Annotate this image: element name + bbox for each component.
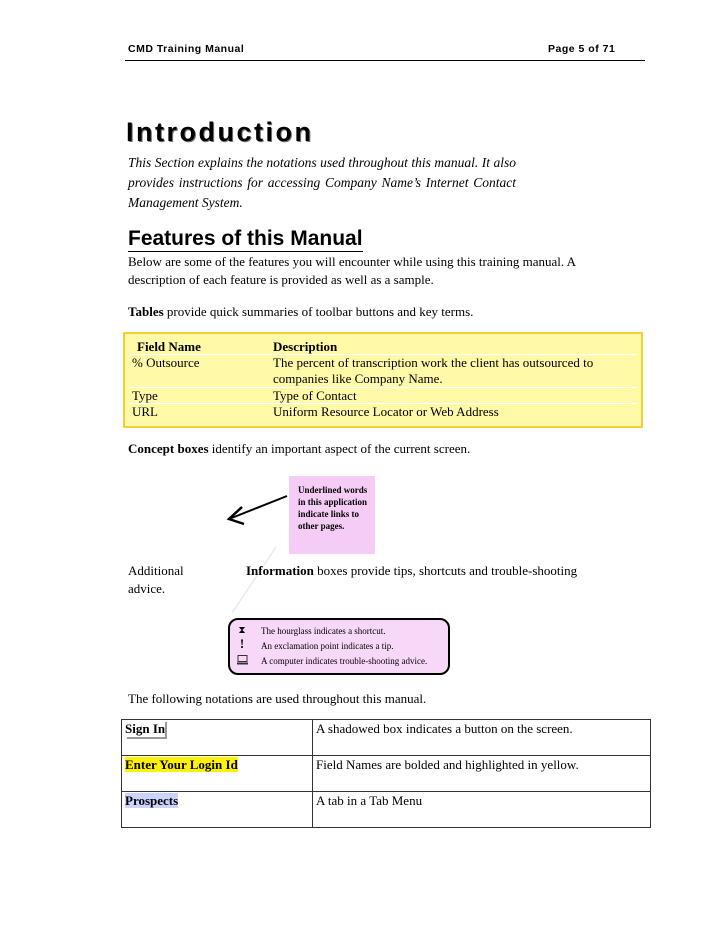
computer-icon (235, 655, 249, 669)
header-title: CMD Training Manual (128, 43, 245, 55)
info-item-text: An exclamation point indicates a tip. (261, 641, 394, 651)
field-table-header-description: Description (273, 339, 338, 354)
notation-term (122, 756, 313, 792)
tables-bold: Tables (128, 304, 164, 319)
intro-text: This Section explains the notations used throughout this manual. It also provides instructions for accessing Company Name’s Internet Contact Management System. (128, 155, 516, 210)
field-table-cell: The percent of transcription work the client has outsourced to companies like Company Name. (273, 355, 594, 386)
concept-description (128, 440, 470, 458)
field-table-cell: Type (132, 388, 158, 403)
hourglass-icon: ⧗ (238, 625, 246, 636)
info-box (228, 618, 450, 675)
field-table-cell: Type of Contact (273, 388, 357, 403)
sign-in-sample-button: Sign In (125, 721, 166, 736)
info-bold: Information (246, 563, 314, 578)
tables-description (128, 303, 473, 321)
table-row (122, 756, 651, 792)
field-table-cell: URL (132, 404, 158, 419)
tables-rest: provide quick summaries of toolbar buttons and key terms. (163, 304, 474, 319)
field-table-divider (129, 387, 637, 388)
field-name-sample: Enter Your Login Id (125, 757, 238, 772)
field-table (123, 332, 643, 428)
tab-sample: Prospects (125, 793, 179, 808)
page-number (548, 43, 615, 55)
concept-bold: Concept boxes (128, 441, 209, 456)
features-text: Below are some of the features you will encounter while using this training manual. A description of each feature is provided as well as a sample. (128, 254, 576, 287)
notations-intro: The following notations are used throughout this manual. (128, 691, 427, 706)
field-table-cell: % Outsource (132, 355, 200, 370)
notations-table (121, 719, 651, 828)
exclamation-icon: ! (239, 636, 245, 651)
concept-box: Underlined words in this application indicate links to other pages. (289, 476, 375, 554)
page-total: 71 (602, 43, 616, 55)
notation-term (122, 792, 313, 828)
info-advice: advice. (128, 581, 166, 596)
info-item-text: A computer indicates trouble-shooting advice. (261, 656, 428, 666)
info-word-additional: Additional (128, 563, 184, 578)
page-label: Page (548, 43, 576, 55)
field-table-header-name: Field Name (137, 339, 201, 354)
concept-rest: identify an important aspect of the current screen. (208, 441, 471, 456)
connector-line (228, 545, 278, 615)
table-row (122, 720, 651, 756)
notation-desc: Field Names are bolded and highlighted in yellow. (313, 756, 651, 792)
pointer-arrow-icon (222, 490, 292, 530)
header-rule (125, 60, 645, 61)
notation-term (122, 720, 313, 756)
info-item-text: The hourglass indicates a shortcut. (261, 626, 386, 636)
info-description (246, 562, 577, 580)
intro-heading: Introduction (126, 117, 314, 147)
page-current: 5 (578, 43, 585, 55)
features-heading: Features of this Manual (128, 227, 363, 250)
table-row (122, 792, 651, 828)
notation-desc: A shadowed box indicates a button on the screen. (313, 720, 651, 756)
info-rest: boxes provide tips, shortcuts and trouble-shooting (313, 563, 578, 578)
notation-desc: A tab in a Tab Menu (313, 792, 651, 828)
page-of: of (588, 43, 600, 55)
field-table-cell: Uniform Resource Locator or Web Address (273, 404, 499, 419)
